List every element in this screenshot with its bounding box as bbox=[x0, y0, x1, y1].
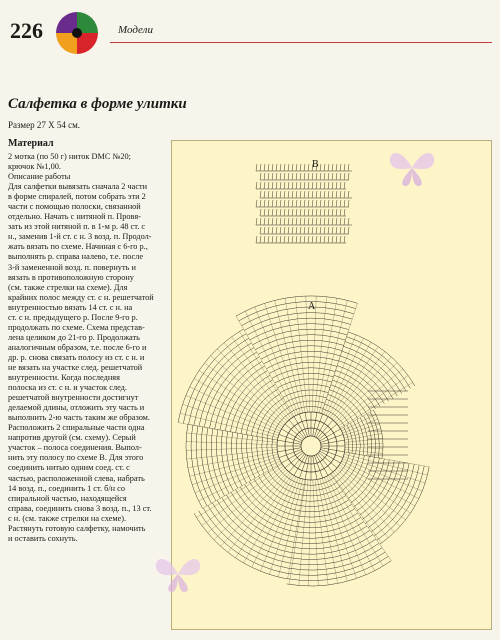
article-line: зать из этой нитяной п. в 1-м р. 48 ст. с bbox=[8, 222, 146, 232]
article-line: 2 мотка (по 50 г) ниток DMC №20; bbox=[8, 152, 131, 161]
article-line: Описание работы bbox=[8, 172, 71, 182]
article-line: вязать в противоположную сторону bbox=[8, 272, 134, 282]
article-line: и оставить сохнуть. bbox=[8, 533, 78, 543]
header-divider bbox=[110, 42, 492, 43]
article-line: др. р. снова связать полосу из ст. с н. и bbox=[8, 352, 145, 362]
crochet-diagram bbox=[172, 141, 491, 629]
article-line: полоска из ст. с н. и участок след. bbox=[8, 383, 127, 393]
article-line: лена целиком до 21-го р. Продолжать bbox=[8, 332, 140, 342]
article-body bbox=[8, 152, 168, 544]
article-line: жать вязать по схеме. Начиная с 6-го р., bbox=[8, 242, 148, 252]
color-wheel-logo-icon bbox=[54, 10, 100, 56]
butterfly-icon bbox=[384, 146, 440, 190]
section-name: Модели bbox=[118, 24, 153, 36]
article-line: (см. также стрелки на схеме). Для bbox=[8, 282, 128, 292]
page-header bbox=[0, 0, 500, 62]
article-line: н., заменив 1-й ст. с н. 3 возд. п. Продол- bbox=[8, 232, 152, 242]
article-line: крючок №1,00. bbox=[8, 162, 61, 172]
crochet-diagram-panel bbox=[171, 140, 492, 630]
material-heading: Материал bbox=[8, 138, 54, 149]
diagram-label-b: B bbox=[312, 159, 319, 170]
article-line: напротив другой (см. схему). Серый bbox=[8, 433, 136, 443]
butterfly-icon bbox=[150, 552, 206, 596]
article-line: внутренностью вязать 14 ст. с н. на bbox=[8, 302, 133, 312]
article-line: Растянуть готовую салфетку, намочить bbox=[8, 523, 146, 533]
article-line: участок – полоса соединения. Выпол- bbox=[8, 443, 142, 453]
article-line: нить эту полосу по схеме В. Для этого bbox=[8, 453, 144, 463]
article-line: соединить нитью одним соед. ст. с bbox=[8, 463, 130, 473]
page-number: 226 bbox=[10, 18, 43, 43]
article-line: не вязать на участке след. решетчатой bbox=[8, 362, 143, 372]
article-line: выполнять р. справа налево, т.е. после bbox=[8, 252, 144, 262]
article-line: внутренности. Когда последняя bbox=[8, 373, 120, 383]
diagram-label-a: A bbox=[308, 301, 316, 312]
article-line: Для салфетки вывязать сначала 2 части bbox=[8, 182, 148, 192]
article-line: частью, расположенной слева, набрать bbox=[8, 473, 145, 483]
article-line: решетчатой внутренности достигнут bbox=[8, 393, 139, 403]
article-line: отдельно. Начать с нитяной п. Провя- bbox=[8, 212, 141, 222]
article-line: справа, соединить снова 3 возд. п., 13 ст. bbox=[8, 503, 152, 513]
article-line: Расположить 2 спиральные части одна bbox=[8, 423, 145, 433]
article-line: выполнить 2-ю часть таким же образом. bbox=[8, 413, 151, 423]
article-size: Размер 27 Х 54 см. bbox=[8, 120, 81, 130]
article-line: делаемой длины, отложить эту часть и bbox=[8, 403, 145, 413]
article-line: 3-й замененной возд. п. повернуть и bbox=[8, 262, 136, 272]
article-line: аналогичным образом, т.е. после 6-го и bbox=[8, 342, 147, 352]
article-line: с н. (см. также стрелки на схеме). bbox=[8, 513, 127, 523]
article-line: в форме спиралей, потом собрать эти 2 bbox=[8, 192, 146, 202]
article-line: 14 возд. п., соединить 1 ст. б/н со bbox=[8, 483, 125, 493]
article-line: продолжать по схеме. Схема представ- bbox=[8, 322, 145, 332]
article-line: части с помощью полоски, связанной bbox=[8, 202, 141, 212]
article-line: спиральной частью, находящейся bbox=[8, 493, 127, 503]
article-title: Салфетка в форме улитки bbox=[8, 96, 187, 112]
article-line: крайних полос между ст. с н. решетчатой bbox=[8, 292, 154, 302]
article-line: ст. с н. предыдущего р. После 9-го р. bbox=[8, 312, 138, 322]
